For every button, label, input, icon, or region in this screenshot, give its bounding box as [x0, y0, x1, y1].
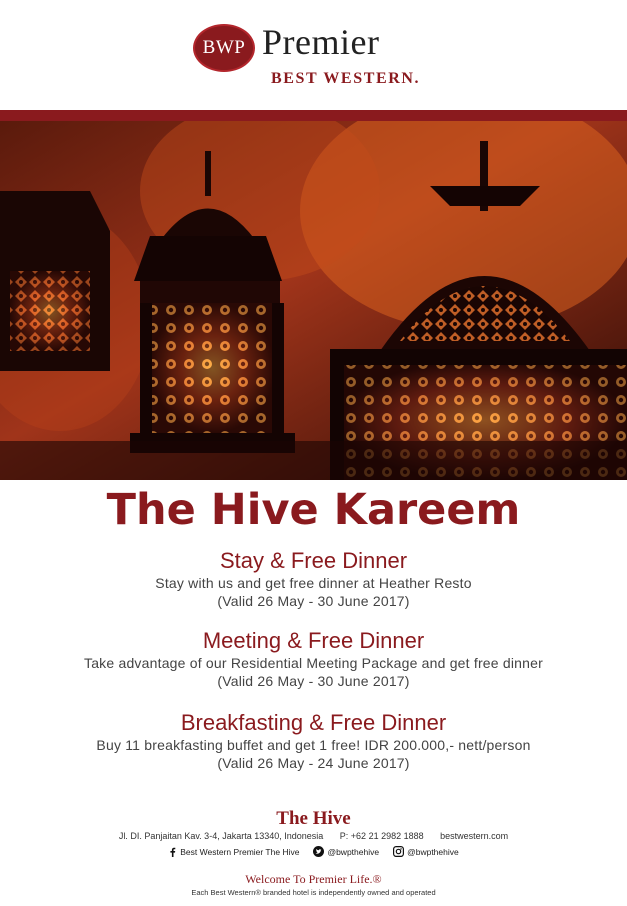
instagram-icon	[393, 846, 404, 857]
phone: P: +62 21 2982 1888	[339, 831, 424, 841]
facebook-handle: Best Western Premier The Hive	[180, 846, 300, 857]
offer-validity: (Valid 26 May - 24 June 2017)	[217, 755, 410, 771]
offer-heading: Breakfasting & Free Dinner	[180, 710, 447, 735]
lantern-photo-icon	[0, 121, 627, 480]
hero-image	[0, 110, 627, 480]
contact-line	[0, 831, 627, 841]
twitter-handle: @bwpthehive	[327, 846, 380, 857]
website-link[interactable]: bestwestern.com	[440, 831, 509, 841]
hero-accent-band	[0, 110, 627, 121]
offer-stay	[0, 548, 627, 610]
brand-best-western-wordmark: BEST WESTERN.	[271, 70, 421, 87]
twitter-icon	[313, 846, 324, 857]
tagline: Welcome To Premier Life.®	[245, 872, 382, 886]
instagram-handle: @bwpthehive	[407, 846, 459, 857]
page-title: The Hive Kareem	[106, 485, 521, 535]
brand-premier-wordmark: Premier	[262, 22, 380, 62]
instagram-link[interactable]	[393, 846, 459, 857]
facebook-icon	[168, 847, 177, 857]
facebook-link[interactable]	[168, 847, 299, 857]
offer-validity: (Valid 26 May - 30 June 2017)	[217, 593, 410, 609]
twitter-link[interactable]	[313, 846, 379, 857]
offer-validity: (Valid 26 May - 30 June 2017)	[217, 673, 410, 689]
offer-heading: Stay & Free Dinner	[219, 548, 408, 573]
address: Jl. DI. Panjaitan Kav. 3-4, Jakarta 13340, Indonesia	[118, 831, 324, 841]
social-links	[0, 846, 627, 857]
offer-meeting	[0, 628, 627, 690]
hotel-name: The Hive	[276, 808, 351, 829]
offer-description: Buy 11 breakfasting buffet and get 1 free! IDR 200.000,- nett/person	[96, 737, 531, 753]
offer-breakfasting	[0, 710, 627, 772]
offer-heading: Meeting & Free Dinner	[202, 628, 425, 653]
brand-logo	[0, 0, 627, 110]
bwp-badge: BWP	[193, 24, 255, 72]
disclaimer: Each Best Western® branded hotel is independently owned and operated	[191, 888, 436, 897]
offer-description: Take advantage of our Residential Meeting Package and get free dinner	[84, 655, 543, 671]
offer-description: Stay with us and get free dinner at Heather Resto	[155, 575, 472, 591]
